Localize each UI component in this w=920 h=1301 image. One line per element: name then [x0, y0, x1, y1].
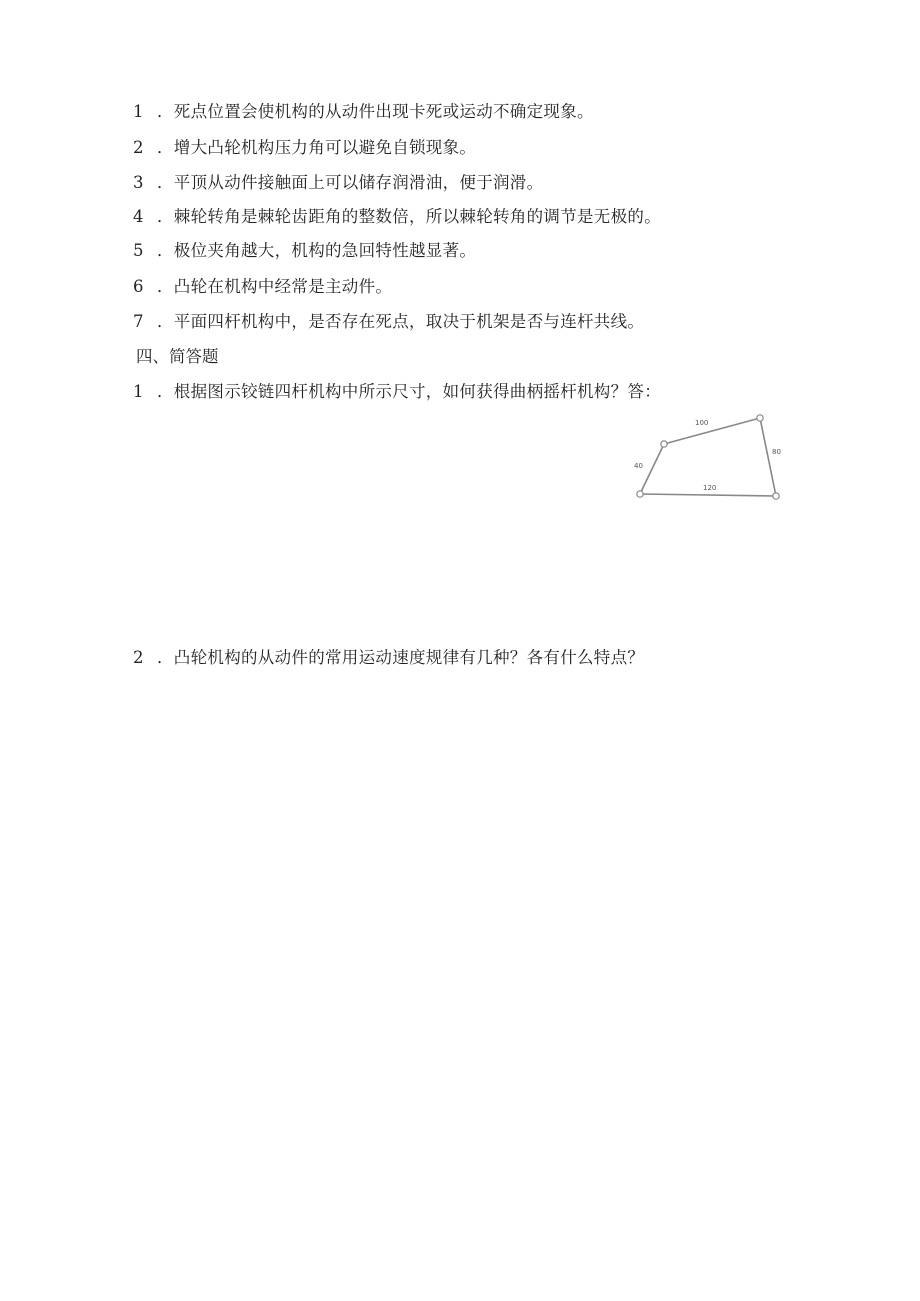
- statement-text: ．凸轮在机构中经常是主动件。: [157, 277, 393, 296]
- statement-2: [133, 137, 476, 159]
- question-number: 2: [133, 648, 144, 667]
- statement-number: 4: [133, 207, 144, 226]
- statement-text: ．增大凸轮机构压力角可以避免自锁现象。: [157, 138, 477, 157]
- statement-3: [133, 172, 543, 194]
- statement-text: ．死点位置会使机构的从动件出现卡死或运动不确定现象。: [157, 102, 594, 121]
- joint-circle: [757, 415, 763, 421]
- joint-circle: [661, 441, 667, 447]
- statement-text: ．棘轮转角是棘轮齿距角的整数倍，所以棘轮转角的调节是无极的。: [157, 207, 661, 226]
- bar-bottom: [640, 494, 776, 496]
- question-1: [133, 381, 661, 403]
- question-text: ．凸轮机构的从动件的常用运动速度规律有几种？各有什么特点？: [157, 648, 645, 667]
- joint-circle: [637, 491, 643, 497]
- label-top-bar: 100: [695, 419, 709, 427]
- label-bottom-bar: 120: [703, 484, 717, 492]
- statement-text: ．平面四杆机构中，是否存在死点，取决于机架是否与连杆共线。: [157, 312, 645, 331]
- statement-text: ．平顶从动件接触面上可以储存润滑油，便于润滑。: [157, 173, 544, 192]
- statement-number: 1: [133, 102, 144, 121]
- section-heading: 四、简答题: [136, 347, 219, 366]
- statement-number: 7: [133, 312, 144, 331]
- statement-number: 3: [133, 173, 144, 192]
- statement-5: [133, 240, 476, 262]
- statement-number: 6: [133, 277, 144, 296]
- label-left-bar: 40: [634, 462, 643, 470]
- question-2: [133, 647, 644, 669]
- statement-text: ．极位夹角越大，机构的急回特性越显著。: [157, 241, 477, 260]
- question-text: ．根据图示铰链四杆机构中所示尺寸，如何获得曲柄摇杆机构？答：: [157, 382, 661, 401]
- statement-6: [133, 276, 392, 298]
- bar-right: [760, 418, 776, 496]
- label-right-bar: 80: [772, 448, 781, 456]
- question-number: 1: [133, 382, 144, 401]
- statement-4: [133, 206, 661, 228]
- statement-1: [133, 101, 594, 123]
- statement-7: [133, 311, 644, 333]
- four-bar-linkage-diagram: [628, 408, 788, 508]
- statement-number: 2: [133, 138, 144, 157]
- bar-left: [640, 444, 664, 494]
- joint-circle: [773, 493, 779, 499]
- bar-top: [664, 418, 760, 444]
- statement-number: 5: [133, 241, 144, 260]
